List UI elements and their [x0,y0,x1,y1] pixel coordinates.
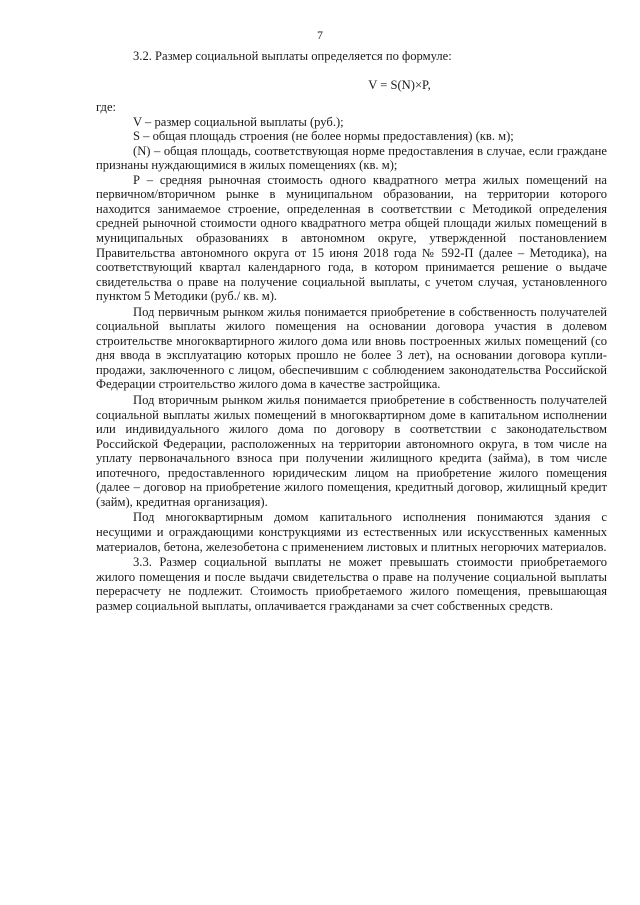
where-label: где: [96,100,117,115]
definition-v: V – размер социальной выплаты (руб.); [133,114,344,129]
page-number: 7 [317,30,323,42]
definition-n: (N) – общая площадь, соответствующая норме предоставления в случае, если граждане признаны нуждающимися в жилых помещениях (кв. м); [96,143,607,173]
document-body [96,49,607,613]
clause-3-2: 3.2. Размер социальной выплаты определяется по формуле: [133,49,452,63]
secondary-market-paragraph: Под вторичным рынком жилья понимается приобретение в собственность получателей социальной выплаты жилых помещений в многоквартирном доме в капитальном исполнении или индивидуального жилого дома по договору в соответствии с законодательством Российской Федерации, расположенных на территории автономного округа, в том числе на уплату первоначального взноса при получении жилищного кредита (займа), в том числе ипотечного, предоставленного юридическим лицом на приобретение жилого помещения (далее – договор на приобретение жилого помещения, кредитный договор, жилищный кредит (займ), кредитная организация). [96,393,607,509]
formula: V = S(N)×P, [368,77,431,92]
capital-building-paragraph: Под многоквартирным домом капитального исполнения понимаются здания с несущими и ограждающими конструкциями из естественных или искусственных каменных материалов, бетона, железобетона с применением листовых и плитных негорючих материалов. [96,510,607,554]
primary-market-paragraph: Под первичным рынком жилья понимается приобретение в собственность получателей социальной выплаты жилого помещения на основании договора участия в долевом строительстве многоквартирного жилого дома или вновь построенных жилых помещений (со дня ввода в эксплуатацию которых прошло не более 3 лет), на основании договора купли-продажи, заключенного с лицом, обеспечившим с соблюдением законодательства Российской Федерации строительство жилого дома в качестве застройщика. [96,304,607,392]
clause-3-3: 3.3. Размер социальной выплаты не может превышать стоимости приобретаемого жилого помещения и после выдачи свидетельства о праве на получение социальной выплаты перерасчету не подлежит. Стоимость приобретаемого жилого помещения, превышающая размер социальной выплаты, оплачивается гражданами за счет собственных средств. [96,555,607,613]
definition-s: S – общая площадь строения (не более нормы предоставления) (кв. м); [133,129,514,144]
definition-p: Р – средняя рыночная стоимость одного квадратного метра жилых помещений на первичном/вторичном рынке в муниципальном образовании, на территории которого находится занимаемое строение, определенная в соответствии с Методикой определения средней рыночной стоимости одного квадратного метра общей площади жилых помещений в муниципальных образованиях в автономном округе, утвержденной постановлением Правительства автономного округа от 15 июня 2018 года № 592-П (далее – Методика), на соответствующий квартал календарного года, в котором принимается решение о выдаче свидетельства о праве на получение социальной выплаты, с учетом случая, установленного пунктом 5 Методики (руб./ кв. м). [96,172,607,304]
